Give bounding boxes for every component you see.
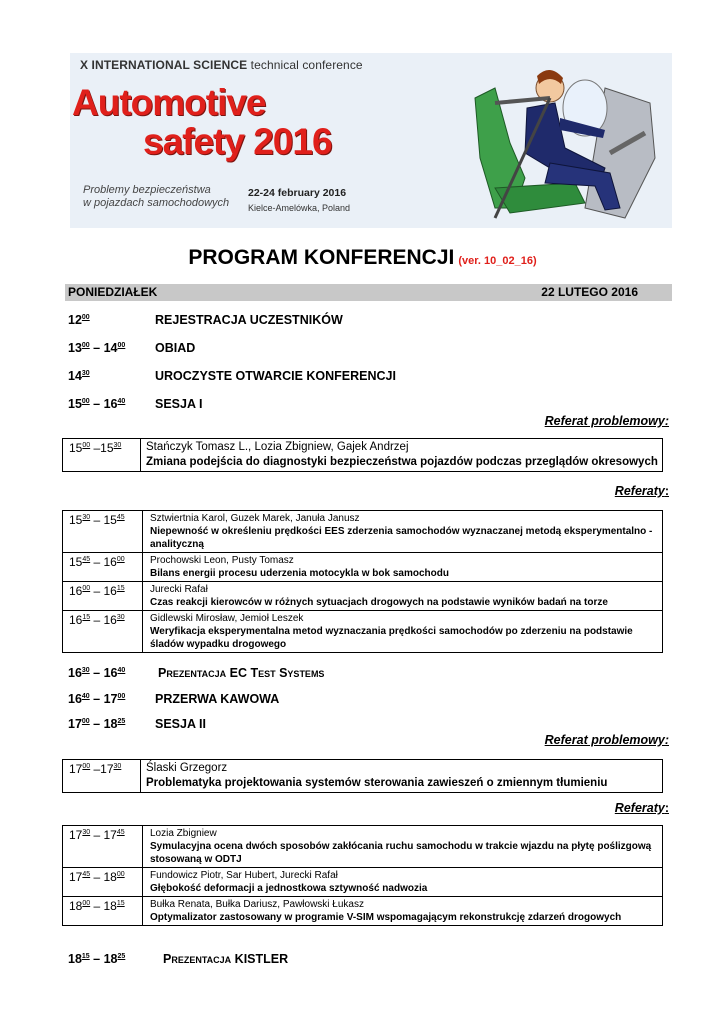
table-row: $15^{30} - 15^{45}$ Sztwiertnia Karol, Guzek Marek, Januła Janusz Niepewność w określeniu prędkości EES zderzenia samochodów wyznaczanej metodą eksperymentalno - analityczną (63, 511, 662, 552)
table-row: $17^{45} - 18^{00}$ Fundowicz Piotr, Sar Hubert, Jurecki Rafał Głębokość deformacji a jednostkowa sztywność nadwozia (63, 867, 662, 896)
day-header (65, 284, 672, 301)
conference-banner (70, 53, 672, 228)
banner-dates: 22-24 february 2016 (248, 187, 347, 199)
page-title: PROGRAM KONFERENCJI (ver. 10_02_16) (188, 246, 537, 269)
table-row: $16^{15} - 16^{30}$ Gidlewski Mirosław, Jemioł Leszek Weryfikacja eksperymentalna metod wyznaczania prędkości samochodów po zderzeniu na podstawie śladów wypadku drogowego (63, 610, 662, 652)
table-row: $18^{00} - 18^{15}$ Bułka Renata, Bułka Dariusz, Pawłowski Łukasz Optymalizator zastosowany w programie V-SIM wspomagającym rekonstrukcję zdarzeń drogowych (63, 896, 662, 925)
day-date: 22 LUTEGO 2016 (541, 285, 638, 299)
label-problem-paper: Referat problemowy: (544, 733, 669, 747)
banner-title-line2: safety 2016 (143, 121, 332, 162)
conference-name: X INTERNATIONAL SCIENCE technical conference (80, 58, 363, 72)
banner-place: Kielce-Amelówka, Poland (248, 203, 351, 213)
banner-subtitle: Problemy bezpieczeństwa w pojazdach samochodowych (83, 184, 230, 209)
session1-papers-table (62, 510, 663, 653)
table-row: $16^{00} - 16^{15}$ Jurecki Rafał Czas reakcji kierowców w różnych sytuacjach drogowych na podstawie wyników badań na torze (63, 581, 662, 610)
label-problem-paper: Referat problemowy: (544, 414, 669, 428)
day-name: PONIEDZIAŁEK (68, 285, 158, 299)
session1-problem-table (62, 438, 663, 472)
table-row: $17^{30} - 17^{45}$ Lozia Zbigniew Symulacyjna ocena dwóch sposobów zakłócania ruchu samochodu w trakcie wjazdu na płytę poślizgową stosowaną w ODTJ (63, 826, 662, 867)
table-row: $15^{00}$ $-15^{30}$ Stańczyk Tomasz L., Lozia Zbigniew, Gajek Andrzej Zmiana podejścia do diagnostyki bezpieczeństwa pojazdów podczas przeglądów okresowych (63, 439, 662, 471)
label-papers: Referaty: (614, 801, 669, 815)
driver-seat-illustration-icon (455, 58, 670, 226)
table-row: $15^{45} - 16^{00}$ Prochowski Leon, Pusty Tomasz Bilans energii procesu uderzenia motocykla w bok samochodu (63, 552, 662, 581)
session2-problem-table (62, 759, 663, 793)
session2-papers-table (62, 825, 663, 926)
banner-title-line1: Automotive (72, 82, 266, 123)
table-row: $17^{00}$ $-17^{30}$ Ślaski Grzegorz Problematyka projektowania systemów sterowania zawieszeń o zmiennym tłumieniu (63, 760, 662, 792)
label-papers: Referaty: (614, 484, 669, 498)
